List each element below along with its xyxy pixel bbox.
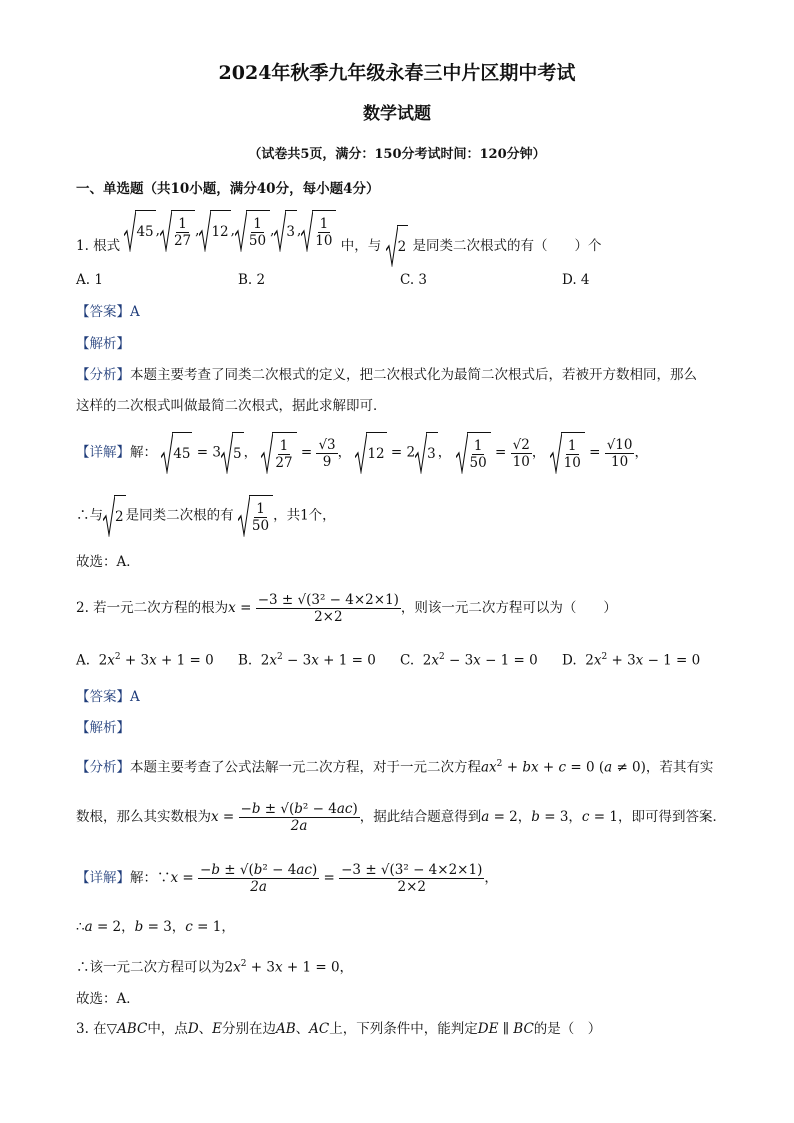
question-3: 3. 在▽ABC中，点D、E分别在边AB、AC上，下列条件中，能判定DE ∥ BC的是（ ）: [76, 1021, 602, 1037]
q2-option-b: B. $2x^2 - 3x + 1 = 0$: [238, 652, 376, 669]
q2-therefore-1: ∴a = 2，b = 3，c = 1，: [76, 919, 235, 935]
q1-choose: 故选：A．: [76, 554, 140, 570]
question-1: 1. 根式 45 , $\frac{1}{27}$ , 12 , $\frac{1}{50}$ , 3 , $\frac{1}{10}$ 中，与 2 是同类二次根式的有（ ）个: [76, 214, 601, 254]
q2-therefore-2: ∴该一元二次方程可以为$2x^2 + 3x + 1 = 0$，: [76, 959, 354, 976]
exam-info: （试卷共5页，满分：150分考试时间：120分钟）: [248, 147, 546, 162]
q1-analysis-line1: 【分析】本题主要考查了同类二次根式的定义，把二次根式化为最简二次根式后，若被开方数相同，那么: [76, 367, 697, 383]
question-2: 2. 若一元二次方程的根为x = $\frac{\text{−3 ± √(3² − 4×2×1)}}{2\times 2}$ ，则该一元二次方程可以为（ ）: [76, 592, 617, 625]
q2-option-a: A. $2x^2 + 3x + 1 = 0$: [76, 652, 214, 669]
q1-detail: 【详解】解： 45 = 3 5 ， $\frac{1}{27}$ = $\frac{√3}{9}$ ， 12 = 2 3 ， $\frac{1}{50}$ = $\frac{√2}{10}$ ， $\frac{1}{10}$ = $\frac{√10}{10}$ ，: [76, 432, 648, 472]
q1-option-c: C. 3: [400, 272, 428, 288]
q2-detail: 【详解】解：∵x = $\frac{\text{−b ± √(b² − 4ac)}}{2a}$ = $\frac{\text{−3 ± √(3² − 4×2×1)}}{2\times 2}$ ，: [76, 862, 498, 895]
exam-title: 2024年秋季九年级永春三中片区期中考试: [218, 62, 576, 84]
q2-answer: 【答案】A: [76, 689, 140, 705]
q1-option-b: B. 2: [238, 272, 266, 288]
q1-suffix-b: 是同类二次根式的有（ ）个: [412, 237, 602, 254]
q1-explain-label: 【解析】: [76, 336, 130, 352]
q1-analysis-line2: 这样的二次根式叫做最简二次根式，据此求解即可．: [76, 398, 387, 414]
q2-choose: 故选：A．: [76, 991, 140, 1007]
q1-suffix-a: 中，与: [340, 237, 382, 254]
q2-analysis-line1: 【分析】本题主要考查了公式法解一元二次方程，对于一元二次方程$ax^2$ + bx + c = 0 (a ≠ 0)，若其有实: [76, 759, 714, 776]
q2-option-d: D. $2x^2 + 3x - 1 = 0$: [562, 652, 701, 669]
q1-option-d: D. 4: [562, 272, 590, 288]
q1-option-a: A. 1: [76, 272, 103, 288]
q1-conclusion: ∴与 2 是同类二次根的有 $\frac{1}{50}$ ，共1个，: [76, 495, 336, 535]
q2-explain-label: 【解析】: [76, 720, 130, 736]
q2-analysis-line2: 数根，那么其实数根为x = $\frac{\text{−b ± √(b² − 4ac)}}{2a}$ ，据此结合题意得到a = 2，b = 3，c = 1，即可得到答案．: [76, 801, 726, 834]
section-heading: 一、单选题（共10小题，满分40分，每小题4分）: [76, 181, 380, 197]
q1-prefix: 1. 根式: [76, 237, 121, 254]
q1-radicals: 45 , $\frac{1}{27}$ , 12 , $\frac{1}{50}$ , 3 , $\frac{1}{10}$: [124, 210, 336, 252]
subject-title: 数学试题: [363, 104, 431, 124]
q1-answer: 【答案】A: [76, 304, 140, 320]
q2-option-c: C. $2x^2 - 3x - 1 = 0$: [400, 652, 538, 669]
